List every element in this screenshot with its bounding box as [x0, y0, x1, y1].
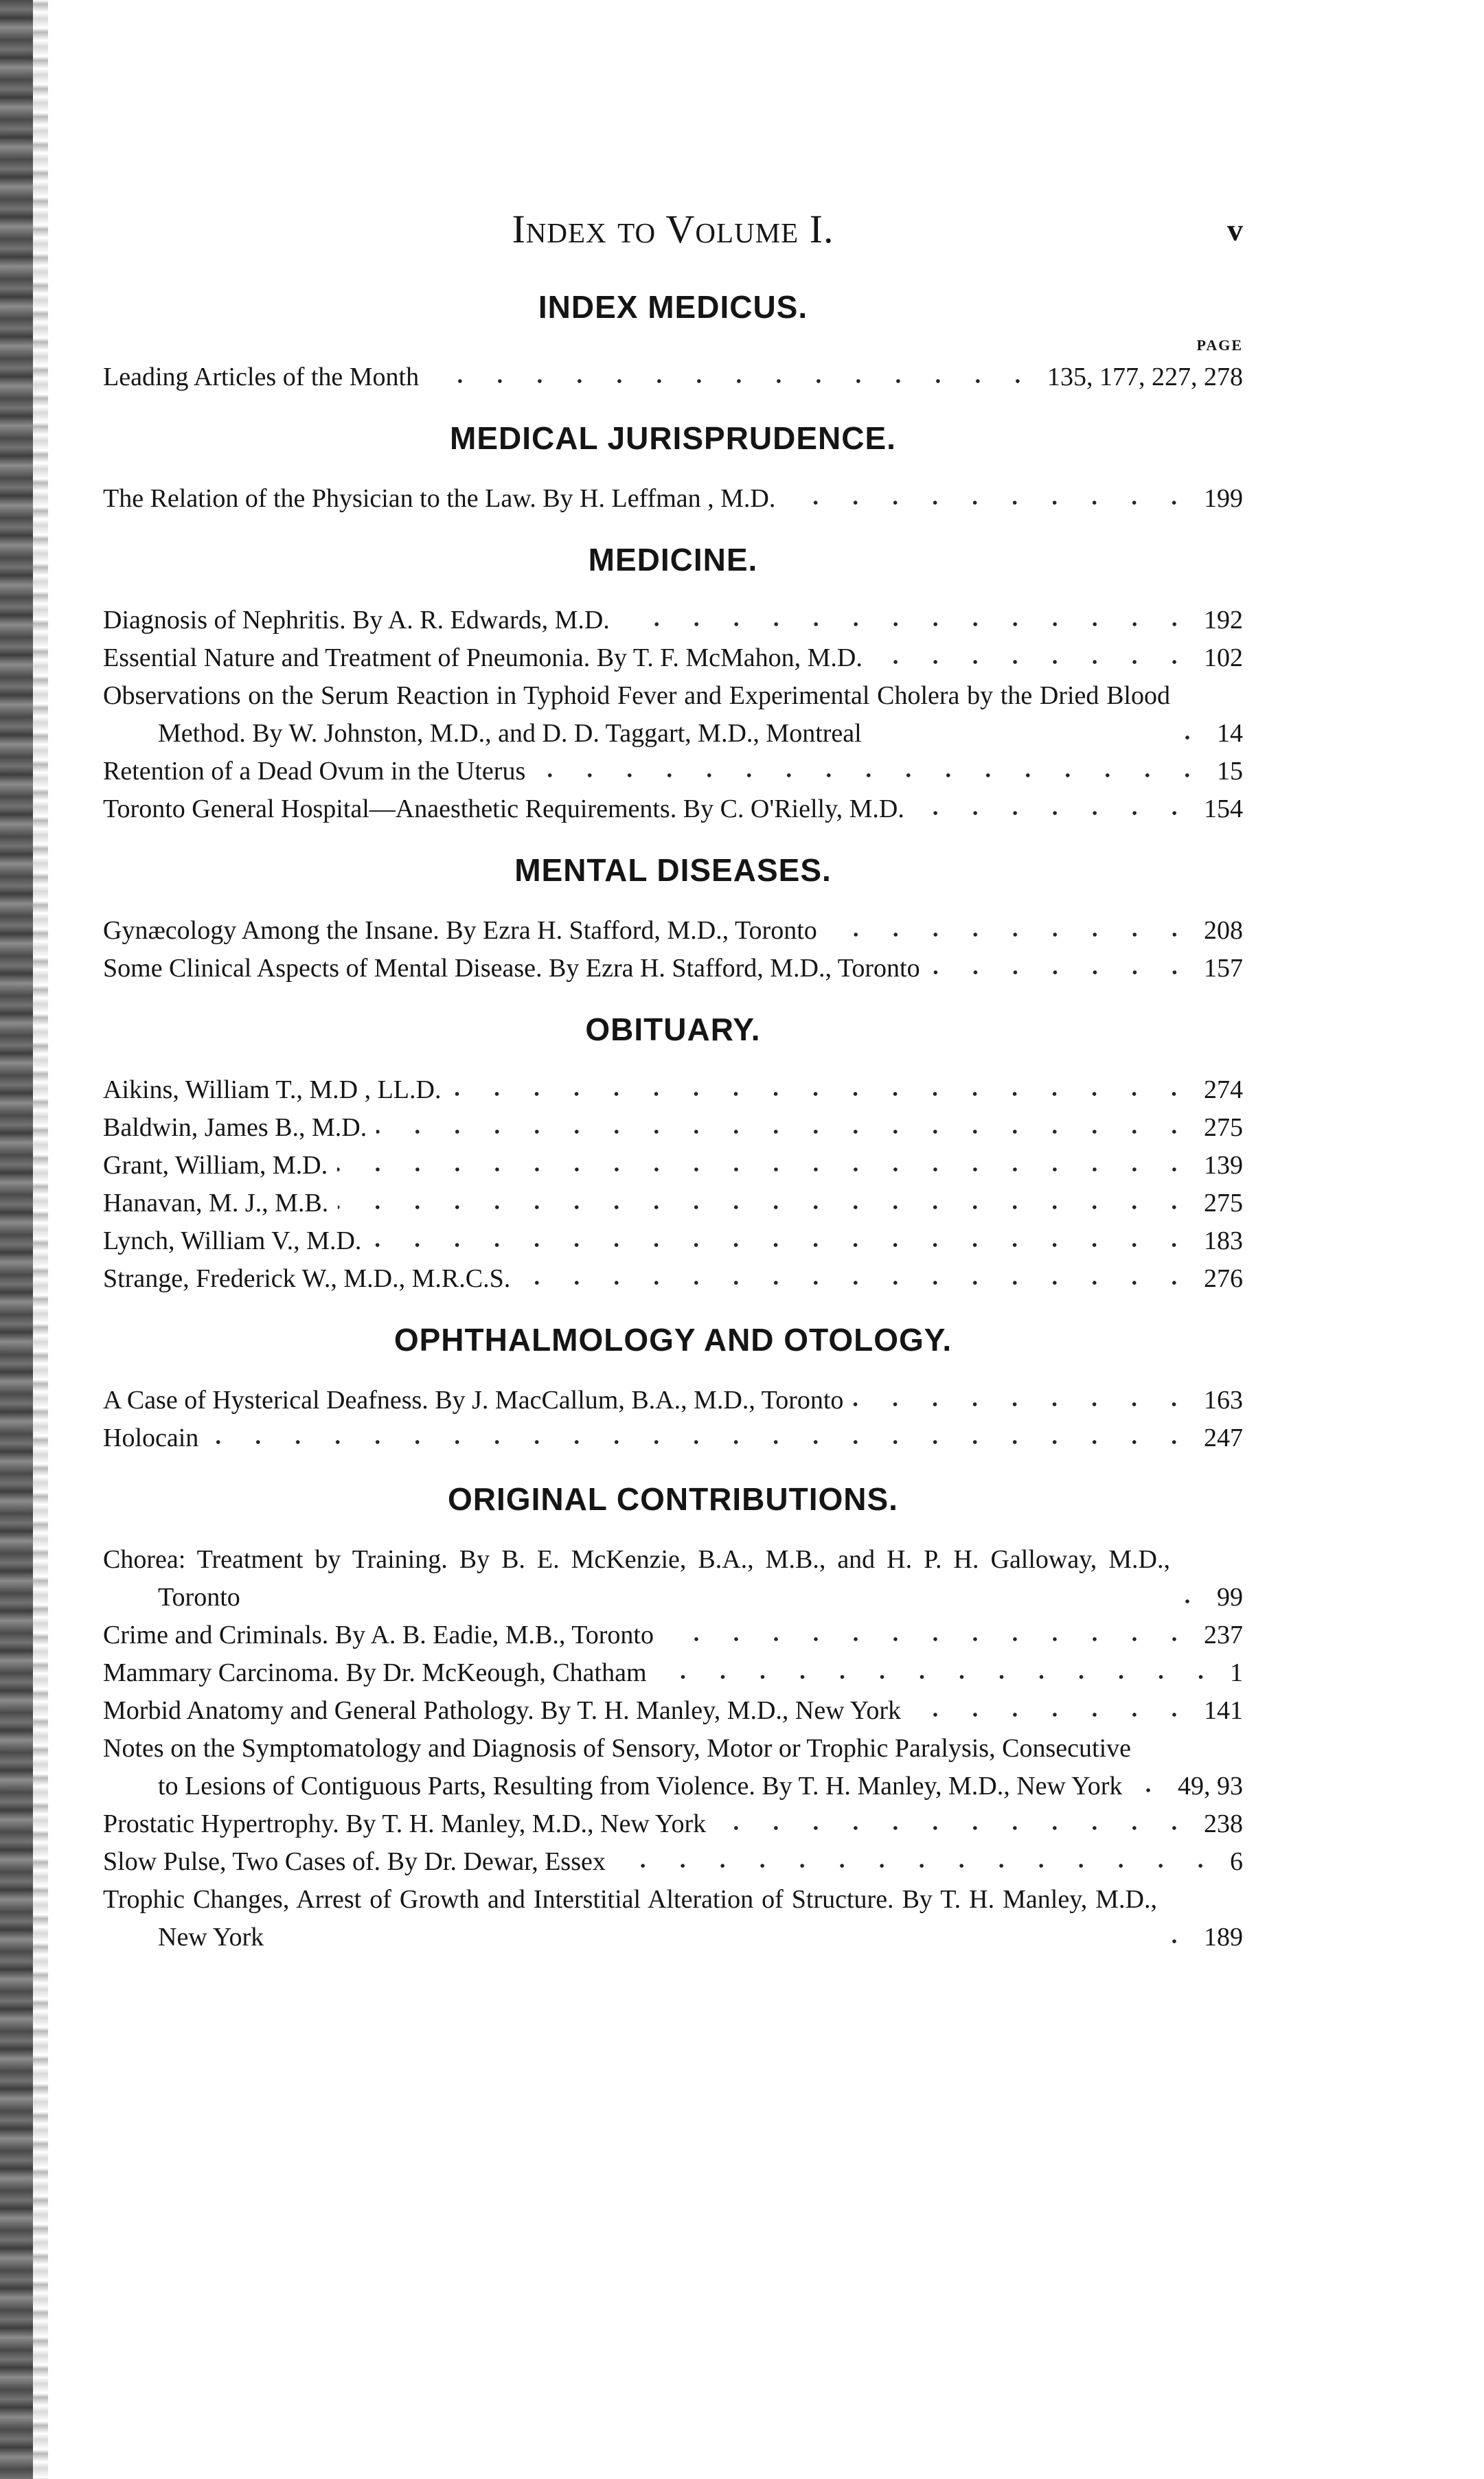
- running-head: [103, 206, 1243, 261]
- entry-title: Toronto General Hospital—Anaesthetic Requirements. By C. O'Rielly, M.D.: [103, 795, 904, 823]
- entry-title: Essential Nature and Treatment of Pneumonia. By T. F. McMahon, M.D.: [103, 643, 863, 672]
- dot-leader: [337, 1163, 1194, 1176]
- entry-title: Some Clinical Aspects of Mental Disease. By Ezra H. Stafford, M.D., Toronto: [103, 954, 920, 983]
- dot-leader: [520, 1276, 1194, 1290]
- entry-page-number: 274: [1204, 1075, 1243, 1104]
- entry-title: A Case of Hysterical Deafness. By J. MacCallum, B.A., M.D., Toronto: [103, 1386, 844, 1415]
- dot-leader: [429, 374, 1038, 388]
- entry-page-number: 6: [1230, 1847, 1243, 1876]
- index-entry: [103, 1881, 1243, 1956]
- index-section: [103, 541, 1243, 828]
- dot-leader: [535, 768, 1207, 782]
- entry-page-number: 208: [1204, 916, 1243, 945]
- index-entry: [103, 950, 1243, 987]
- entry-title: Holocain: [103, 1424, 199, 1452]
- entry-title: Diagnosis of Nephritis. By A. R. Edwards, M.D.: [103, 606, 610, 635]
- section-heading: MEDICINE.: [588, 542, 758, 578]
- index-entry: [103, 1071, 1243, 1109]
- dot-leader: [914, 806, 1194, 820]
- index-entry: [103, 1147, 1243, 1185]
- entry-title: The Relation of the Physician to the Law. By H. Leffman , M.D.: [103, 484, 776, 513]
- index-section: [103, 1481, 1243, 1956]
- dot-leader: [371, 1238, 1194, 1252]
- dot-leader: [1167, 1934, 1194, 1948]
- section-heading: OPHTHALMOLOGY AND OTOLOGY.: [393, 1322, 952, 1358]
- entry-page-number: 199: [1204, 484, 1243, 513]
- entry-page-number: 1: [1230, 1658, 1243, 1687]
- book-binding-edge: [0, 0, 33, 2479]
- page-number: v: [1227, 212, 1243, 247]
- index-entry: [103, 912, 1243, 950]
- index-entry: [103, 1541, 1243, 1617]
- index-entry: [103, 1617, 1243, 1654]
- entry-page-number: 238: [1204, 1809, 1243, 1838]
- entry-page-number: 157: [1204, 954, 1243, 983]
- entry-title: Slow Pulse, Two Cases of. By Dr. Dewar, Essex: [103, 1847, 606, 1876]
- index-entry: [103, 677, 1243, 753]
- entry-page-number: 189: [1204, 1923, 1243, 1952]
- dot-leader: [619, 617, 1194, 631]
- index-entry: [103, 753, 1243, 790]
- dot-leader: [663, 1632, 1194, 1646]
- entry-page-number: 141: [1204, 1696, 1243, 1725]
- entry-title: Prostatic Hypertrophy. By T. H. Manley, M.D., New York: [103, 1809, 707, 1838]
- running-title: Index to Volume I.: [512, 207, 834, 251]
- entry-title: Aikins, William T., M.D , LL.D.: [103, 1075, 442, 1104]
- index-content: [103, 288, 1243, 1980]
- section-heading: ORIGINAL CONTRIBUTIONS.: [448, 1481, 898, 1517]
- index-section: [103, 1321, 1243, 1457]
- index-entry: [103, 602, 1243, 639]
- page-gutter-shadow: [33, 0, 48, 2479]
- dot-leader: [785, 496, 1194, 510]
- dot-leader: [615, 1859, 1220, 1873]
- entry-page-number: 99: [1217, 1583, 1243, 1612]
- entry-page-number: 237: [1204, 1621, 1243, 1649]
- index-entry: [103, 1730, 1243, 1805]
- dot-leader: [450, 1087, 1194, 1101]
- index-entry: [103, 1419, 1243, 1457]
- entry-title: Hanavan, M. J., M.B.: [103, 1189, 329, 1218]
- entry-title: Notes on the Symptomatology and Diagnosis of Sensory, Motor or Trophic Paralysis, Consecutive to Lesions of Contiguous Parts, Resulting from Violence. By T. H. Manley, M.D., New York: [103, 1734, 1131, 1801]
- entry-page-number: 276: [1204, 1264, 1243, 1293]
- dot-leader: [208, 1435, 1194, 1449]
- entry-page-number: 15: [1217, 757, 1243, 786]
- dot-leader: [872, 655, 1194, 669]
- index-section: [103, 288, 1243, 396]
- entry-title: Crime and Criminals. By A. B. Eadie, M.B., Toronto: [103, 1621, 654, 1649]
- entry-title: Leading Articles of the Month: [103, 363, 420, 391]
- entry-title: Trophic Changes, Arrest of Growth and Interstitial Alteration of Structure. By T. H. Manley, M.D., New York: [103, 1885, 1157, 1952]
- entry-title: Mammary Carcinoma. By Dr. McKeough, Chatham: [103, 1658, 647, 1687]
- page-column-label: PAGE: [1196, 336, 1243, 354]
- section-heading: MENTAL DISEASES.: [514, 852, 832, 888]
- index-entry: [103, 480, 1243, 518]
- index-section: [103, 1011, 1243, 1298]
- section-heading: OBITUARY.: [585, 1012, 761, 1047]
- entry-page-number: 135, 177, 227, 278: [1047, 363, 1243, 391]
- entry-page-number: 275: [1204, 1189, 1243, 1218]
- dot-leader: [827, 928, 1194, 941]
- index-entry: [103, 1222, 1243, 1260]
- entry-title: Gynæcology Among the Insane. By Ezra H. Stafford, M.D., Toronto: [103, 916, 817, 945]
- entry-page-number: 154: [1204, 795, 1243, 823]
- dot-leader: [930, 966, 1194, 979]
- index-entry: [103, 1843, 1243, 1881]
- dot-leader: [716, 1821, 1194, 1835]
- dot-leader: [338, 1200, 1194, 1214]
- index-entry: [103, 790, 1243, 828]
- index-entry: [103, 1692, 1243, 1730]
- entry-title: Lynch, William V., M.D.: [103, 1226, 362, 1255]
- index-entry: [103, 1805, 1243, 1843]
- entry-page-number: 183: [1204, 1226, 1243, 1255]
- entry-title: Morbid Anatomy and General Pathology. By T. H. Manley, M.D., New York: [103, 1696, 902, 1725]
- index-section: [103, 852, 1243, 987]
- entry-page-number: 247: [1204, 1424, 1243, 1452]
- entry-page-number: 275: [1204, 1113, 1243, 1142]
- dot-leader: [1180, 1595, 1207, 1608]
- entry-page-number: 163: [1204, 1386, 1243, 1415]
- index-entry: [103, 358, 1243, 396]
- dot-leader: [657, 1670, 1220, 1684]
- entry-page-number: 139: [1204, 1151, 1243, 1180]
- index-entry: [103, 1185, 1243, 1222]
- index-entry: [103, 1654, 1243, 1692]
- index-entry: [103, 1382, 1243, 1419]
- index-entry: [103, 639, 1243, 677]
- entry-page-number: 192: [1204, 606, 1243, 635]
- entry-page-number: 49, 93: [1178, 1772, 1243, 1801]
- index-entry: [103, 1260, 1243, 1298]
- entry-title: Grant, William, M.D.: [103, 1151, 328, 1180]
- dot-leader: [1180, 731, 1207, 744]
- dot-leader: [376, 1125, 1194, 1139]
- dot-leader: [853, 1397, 1194, 1411]
- dot-leader: [911, 1708, 1194, 1722]
- section-heading: MEDICAL JURISPRUDENCE.: [450, 420, 896, 456]
- dot-leader: [1141, 1783, 1168, 1797]
- index-page: [103, 0, 1243, 2479]
- entry-title: Baldwin, James B., M.D.: [103, 1113, 367, 1142]
- section-heading: INDEX MEDICUS.: [538, 289, 808, 325]
- entry-title: Strange, Frederick W., M.D., M.R.C.S.: [103, 1264, 511, 1293]
- entry-title: Observations on the Serum Reaction in Typhoid Fever and Experimental Cholera by the Dried Blood Method. By W. Johnston, M.D., and D. D. Taggart, M.D., Montreal: [103, 681, 1170, 748]
- entry-page-number: 102: [1204, 643, 1243, 672]
- index-entry: [103, 1109, 1243, 1147]
- index-section: [103, 420, 1243, 518]
- entry-title: Retention of a Dead Ovum in the Uterus: [103, 757, 526, 786]
- entry-title: Chorea: Treatment by Training. By B. E. McKenzie, B.A., M.B., and H. P. H. Galloway, M.D., Toronto: [103, 1545, 1170, 1612]
- entry-page-number: 14: [1217, 719, 1243, 748]
